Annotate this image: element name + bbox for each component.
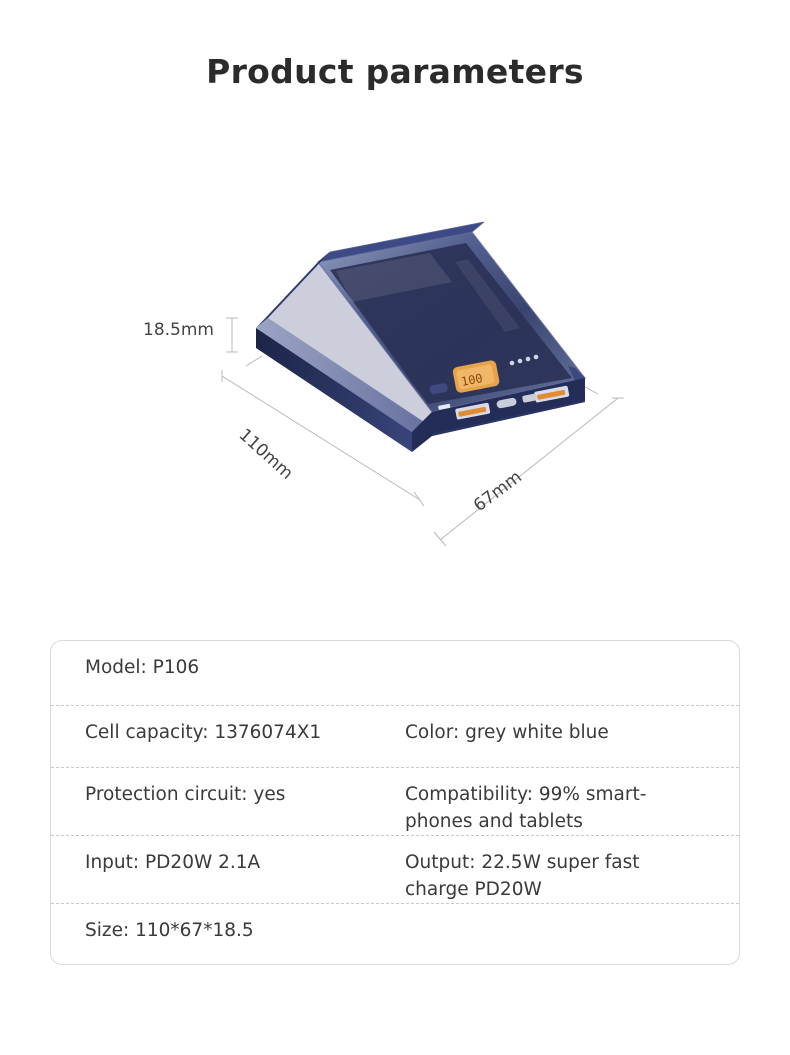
display-value: 100 [459, 371, 484, 389]
spec-cell-capacity: Cell capacity: 1376074X1 [85, 722, 322, 743]
spec-table [50, 640, 740, 965]
product-diagram [0, 170, 790, 610]
dimension-width-label: 67mm [470, 467, 526, 516]
spec-input: Input: PD20W 2.1A [85, 852, 261, 873]
spec-compatibility: Compatibility: 99% smart-phones and tablets [405, 784, 647, 832]
device-body [256, 222, 585, 452]
table-row [51, 836, 739, 904]
spec-size: Size: 110*67*18.5 [85, 920, 254, 941]
table-row [51, 706, 739, 768]
table-row [51, 641, 739, 706]
spec-protection-circuit: Protection circuit: yes [85, 784, 286, 805]
table-row [51, 768, 739, 836]
spec-output: Output: 22.5W super fast charge PD20W [405, 852, 640, 900]
table-row [51, 904, 739, 964]
page-title: Product parameters [206, 52, 584, 91]
spec-color: Color: grey white blue [405, 722, 609, 743]
dimension-length-label: 110mm [234, 425, 297, 484]
power-bank-illustration [0, 170, 790, 610]
spec-model: Model: P106 [85, 657, 200, 678]
dimension-thickness-label: 18.5mm [143, 320, 214, 340]
